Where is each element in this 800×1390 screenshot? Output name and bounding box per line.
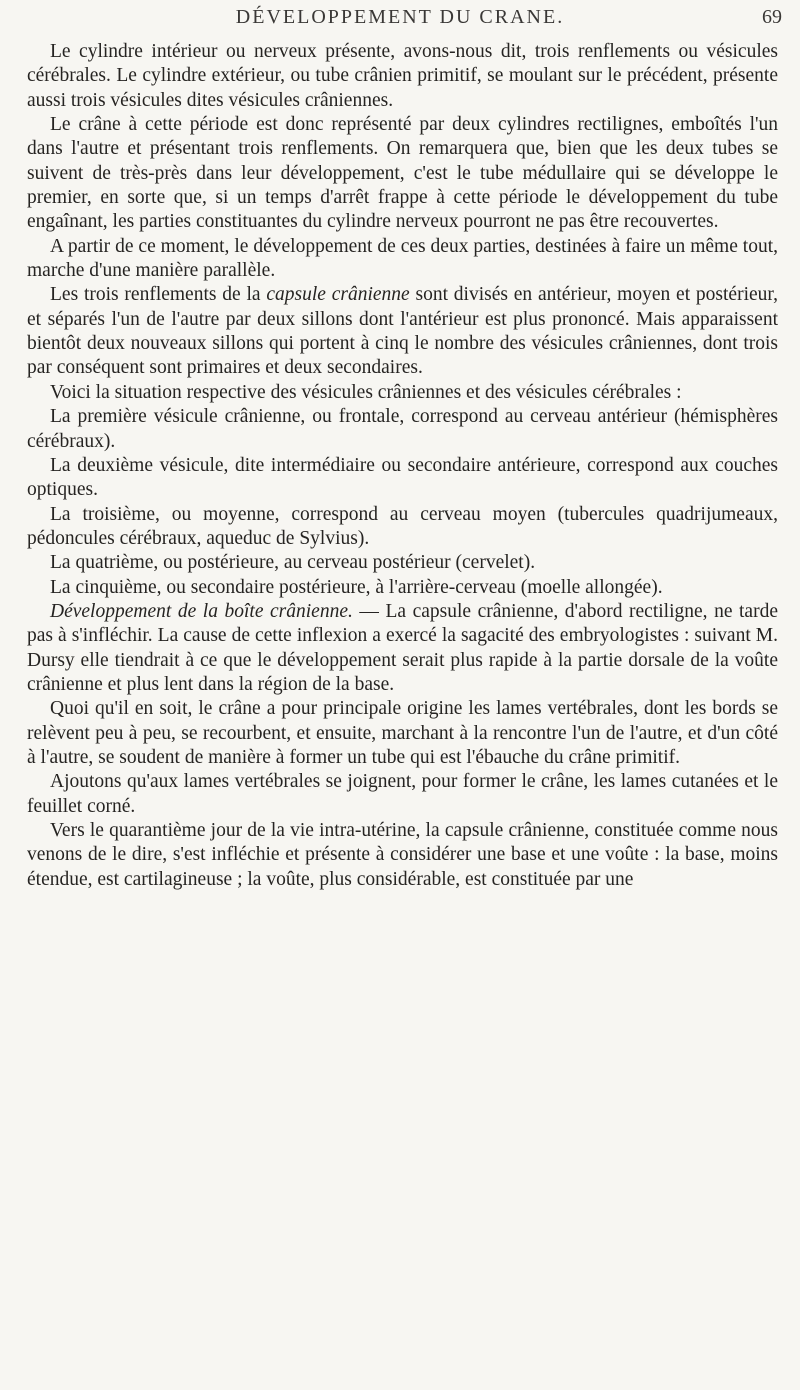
paragraph: Ajoutons qu'aux lames vertébrales se joignent, pour former le crâne, les lames cutanées et le feuillet corné. xyxy=(27,771,778,817)
paragraph-text: sont divisés en antérieur, moyen et postérieur, et séparés l'un de l'autre par deux sillons dont l'antérieur est plus prononcé. Mais apparaissent bientôt deux nouveaux sillons qui portent à cinq le nombre des vésicules crâniennes, dont trois par conséquent sont primaires et deux secondaires. xyxy=(27,284,778,379)
section-heading-italic: Développement de la boîte crânienne. xyxy=(50,600,353,622)
running-title: DÉVELOPPEMENT DU CRANE. xyxy=(235,6,565,28)
paragraph: La deuxième vésicule, dite intermédiaire ou secondaire antérieure, correspond aux couches optiques. xyxy=(27,454,778,501)
paragraph-text: — La capsule crânienne, d'abord rectiligne, ne tarde pas à s'infléchir. La cause de cette inflexion a exercé la sagacité des embryologistes : suivant M. Dursy elle tiendrait à ce que le développement serait plus rapide à la partie dorsale de la voûte crânienne et plus lent dans la région de la base. xyxy=(27,600,778,695)
paragraph xyxy=(27,600,778,697)
page-number: 69 xyxy=(762,6,782,28)
paragraph: A partir de ce moment, le développement de ces deux parties, destinées à faire un même tout, marche d'une manière parallèle. xyxy=(27,235,778,282)
paragraph: Quoi qu'il en soit, le crâne a pour principale origine les lames vertébrales, dont les bords se relèvent peu à peu, se recourbent, et ensuite, marchant à la rencontre l'un de l'autre, et d'un côté à l'autre, se soudent de manière à former un tube qui est l'ébauche du crâne primitif. xyxy=(27,698,778,768)
paragraph: Le crâne à cette période est donc représenté par deux cylindres rectilignes, emboîtés l'un dans l'autre et présentant trois renflements. On remarquera que, bien que les deux tubes se suivent de très-près dans leur développement, c'est le tube médullaire qui se développe le premier, en sorte que, si un temps d'arrêt frappe à cette période le développement du tube engaînant, les parties constituantes du cylindre nerveux pourront ne pas être recouvertes. xyxy=(27,114,778,233)
paragraph-text: Les trois renflements de la xyxy=(50,284,267,306)
paragraph: La cinquième, ou secondaire postérieure, à l'arrière-cerveau (moelle allongée). xyxy=(50,576,663,598)
paragraph: Le cylindre intérieur ou nerveux présente, avons-nous dit, trois renflements ou vésicules cérébrales. Le cylindre extérieur, ou tube crânien primitif, se moulant sur le précédent, présente aussi trois vésicules dites vésicules crâniennes. xyxy=(27,41,778,111)
italic-term: capsule crânienne xyxy=(266,284,410,306)
page-header xyxy=(0,4,800,34)
paragraph: La troisième, ou moyenne, correspond au cerveau moyen (tubercules quadrijumeaux, pédoncules cérébraux, aqueduc de Sylvius). xyxy=(27,503,778,549)
paragraph: La quatrième, ou postérieure, au cerveau postérieur (cervelet). xyxy=(50,552,536,574)
paragraph: Voici la situation respective des vésicules crâniennes et des vésicules cérébrales : xyxy=(50,381,682,403)
paragraph xyxy=(27,283,778,380)
paragraph: Vers le quarantième jour de la vie intra-utérine, la capsule crânienne, constituée comme nous venons de le dire, s'est infléchie et présente à considérer une base et une voûte : la base, moins étendue, est cartilagineuse ; la voûte, plus considérable, est constituée par une xyxy=(27,820,778,890)
body-text xyxy=(27,40,778,892)
paragraph: La première vésicule crânienne, ou frontale, correspond au cerveau antérieur (hémisphères cérébraux). xyxy=(27,406,778,452)
